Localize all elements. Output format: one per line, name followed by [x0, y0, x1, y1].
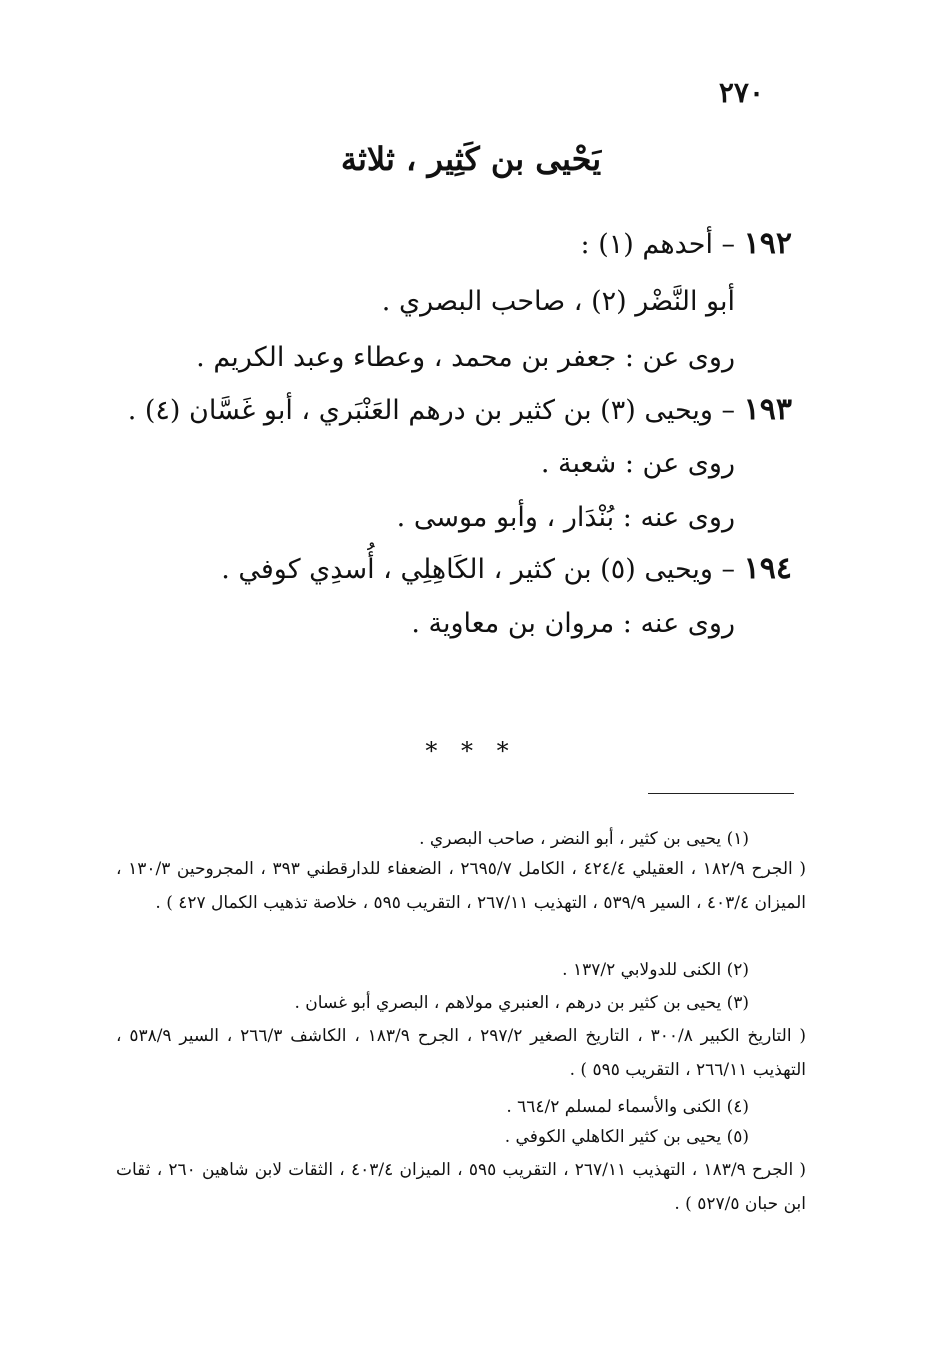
footnote-1-sources: ( الجرح ١٨٢/٩ ، العقيلي ٤٢٤/٤ ، الكامل ٢٦٩٥/٧ ، الضعفاء للدارقطني ٣٩٣ ، المجروحين ١٣٠/٣ ، الميزان ٤٠٣/٤ ، السير ٥٣٩/٩ ، التهذيب ٢٦٧/١١ ، التقريب ٥٩٥ ، خلاصة تذهيب الكمال ٤٢٧ ) .	[116, 859, 806, 913]
entry-192-narrated-from: روى عن : جعفر بن محمد ، وعطاء وعبد الكريم .	[196, 342, 735, 373]
footnote-4: (٤) الكنى والأسماء لمسلم ٦٦٤/٢ .	[506, 1097, 749, 1117]
entry-192-heading	[581, 224, 792, 265]
footnote-divider	[648, 793, 794, 794]
footnote-3: (٣) يحيى بن كثير بن درهم ، العنبري مولاهم ، البصري أبو غسان .	[294, 993, 749, 1013]
footnote-2: (٢) الكنى للدولابي ١٣٧/٢ .	[562, 960, 749, 980]
footnote-3-sources: ( التاريخ الكبير ٣٠٠/٨ ، التاريخ الصغير ٢٩٧/٢ ، الجرح ١٨٣/٩ ، الكاشف ٢٦٦/٣ ، السير ٥٣٨/٩ ، التهذيب ٢٦٦/١١ ، التقريب ٥٩٥ ) .	[116, 1026, 807, 1080]
footnote-5: (٥) يحيى بن كثير الكاهلي الكوفي .	[504, 1127, 749, 1147]
entry-194-narrated-by: روى عنه : مروان بن معاوية .	[411, 608, 735, 639]
entry-heading-text: – ويحيى (٣) بن كثير بن درهم العَنْبَري ، أبو غَسَّان (٤) .	[127, 395, 736, 426]
entry-193-narrated-by: روى عنه : بُنْدَار ، وأبو موسى .	[396, 502, 735, 533]
chapter-title: يَحْيى بن كَثِير ، ثلاثة	[340, 140, 602, 178]
entry-heading-text: – ويحيى (٥) بن كثير ، الكَاهِلِي ، أُسدِي كوفي .	[221, 554, 736, 585]
section-separator: * * *	[425, 737, 517, 765]
page-number: ٢٧٠	[718, 76, 764, 109]
entry-number: ١٩٤	[743, 551, 792, 586]
entry-heading-text: – أحدهم (١) :	[580, 229, 736, 260]
entry-number: ١٩٢	[743, 226, 792, 261]
entry-193-heading	[128, 390, 792, 431]
entry-number: ١٩٣	[743, 392, 792, 427]
entry-193-narrated-from: روى عن : شعبة .	[540, 448, 735, 479]
entry-194-heading	[221, 549, 792, 590]
entry-192-line: أبو النَّضْر (٢) ، صاحب البصري .	[381, 286, 735, 317]
footnote-1: (١) يحيى بن كثير ، أبو النضر ، صاحب البصري .	[419, 829, 749, 849]
footnote-5-sources: ( الجرح ١٨٣/٩ ، التهذيب ٢٦٧/١١ ، التقريب ٥٩٥ ، الميزان ٤٠٣/٤ ، الثقات لابن شاهين ٢٦٠ ، ثقات ابن حبان ٥٢٧/٥ ) .	[116, 1160, 807, 1214]
